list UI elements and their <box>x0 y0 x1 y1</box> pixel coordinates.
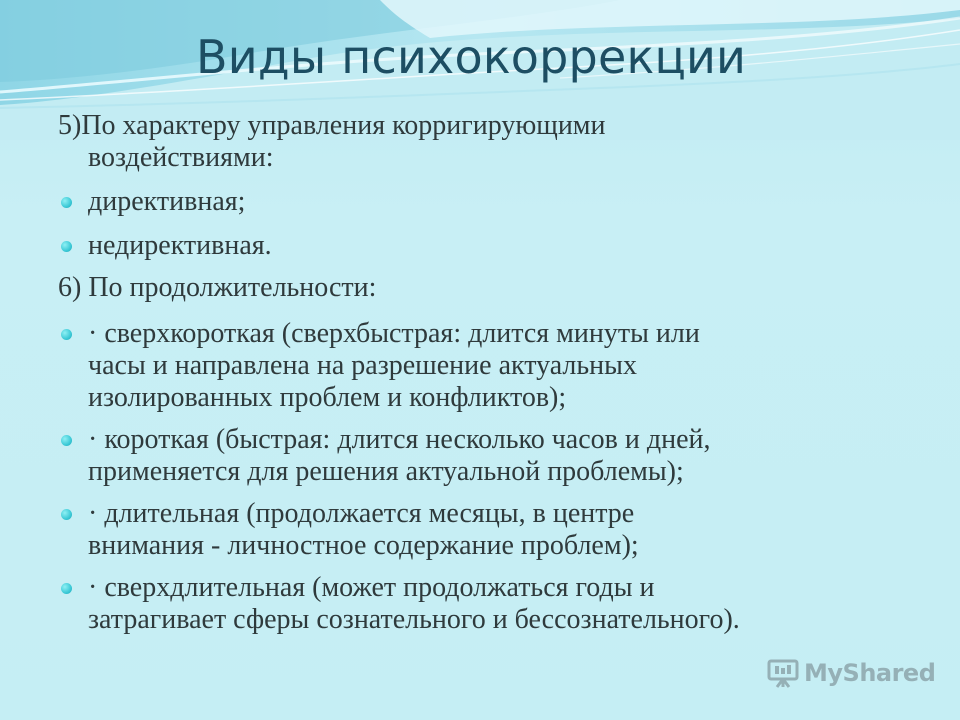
bullet-line: применяется для решения актуальной проблемы); <box>88 456 684 487</box>
section-5-heading <box>58 110 918 174</box>
bullet-text: недирективная. <box>88 230 272 261</box>
bullet-dot-icon <box>61 197 72 208</box>
myshared-watermark <box>766 656 935 690</box>
list-item <box>58 186 918 218</box>
list-item <box>58 424 918 488</box>
bullet-dot-icon <box>61 241 72 252</box>
section-5-bullets <box>58 186 918 262</box>
bullet-line: · сверхдлительная (может продолжаться годы и <box>88 572 655 603</box>
slide-content <box>58 104 918 636</box>
list-item <box>58 498 918 562</box>
slide-title: Виды психокоррекции <box>196 30 747 84</box>
bullet-line: внимания - личностное содержание проблем); <box>88 530 639 561</box>
bullet-line: · длительная (продолжается месяцы, в центре <box>88 498 635 529</box>
bullet-line: изолированных проблем и конфликтов); <box>88 382 567 413</box>
bullet-dot-icon <box>61 435 72 446</box>
bullet-dot-icon <box>61 583 72 594</box>
list-item <box>58 230 918 262</box>
list-item <box>58 572 918 636</box>
bullet-line: · короткая (быстрая: длится несколько часов и дней, <box>88 424 711 455</box>
bullet-line: · сверхкороткая (сверхбыстрая: длится минуты или <box>88 318 700 349</box>
section-6-heading <box>58 272 918 304</box>
section-5-line-2: воздействиями: <box>88 142 274 173</box>
watermark-text: MyShared <box>804 659 936 687</box>
bullet-dot-icon <box>61 329 72 340</box>
list-item <box>58 318 918 414</box>
bullet-line: затрагивает сферы сознательного и бессознательного). <box>88 604 740 635</box>
presentation-icon <box>766 656 800 690</box>
bullet-line: часы и направлена на разрешение актуальных <box>88 350 637 381</box>
bullet-text: директивная; <box>88 186 246 217</box>
section-5-line-1: 5)По характеру управления корригирующими <box>58 110 606 141</box>
section-6-bullets <box>58 318 918 636</box>
section-6-line-1: 6) По продолжительности: <box>58 272 377 303</box>
bullet-dot-icon <box>61 509 72 520</box>
